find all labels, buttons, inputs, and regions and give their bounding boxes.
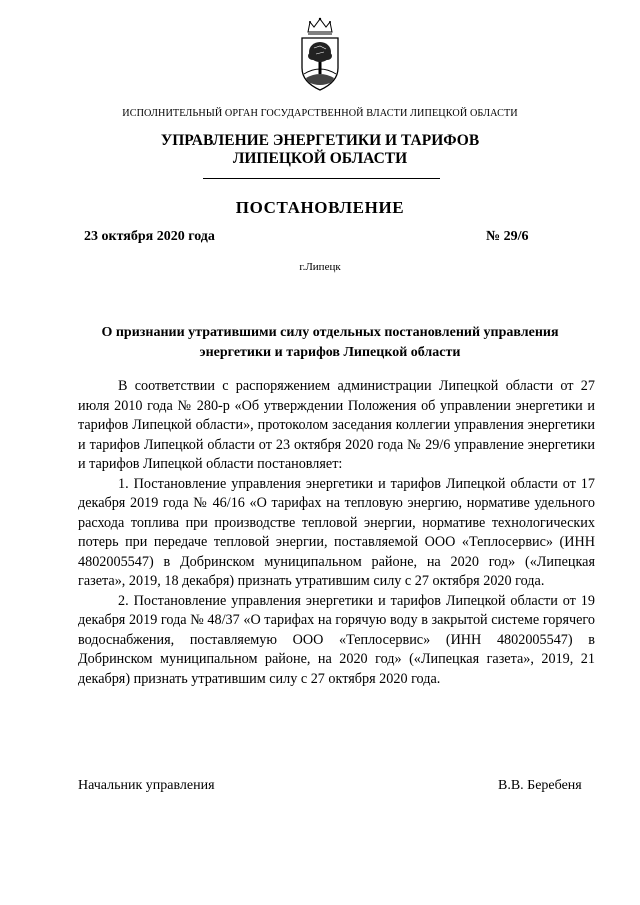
department-name-line2: ЛИПЕЦКОЙ ОБЛАСТИ [232,150,408,167]
department-name-line1: УПРАВЛЕНИЕ ЭНЕРГЕТИКИ И ТАРИФОВ [160,132,480,149]
signer-name: В.В. Беребеня [498,778,582,793]
document-type: ПОСТАНОВЛЕНИЕ [235,198,405,217]
coat-of-arms-icon [298,16,342,92]
document-city: г.Липецк [299,261,341,273]
authority-name: ИСПОЛНИТЕЛЬНЫЙ ОРГАН ГОСУДАРСТВЕННОЙ ВЛАСТИ ЛИПЕЦКОЙ ОБЛАСТИ [122,108,518,119]
document-title: О признании утратившими силу отдельных постановлений управления энергетики и тарифов Липецкой области [101,325,559,360]
document-number: № 29/6 [486,229,529,244]
document-date: 23 октября 2020 года [84,229,215,244]
header-divider [203,178,440,179]
body-paragraph-item-2: 2. Постановление управления энергетики и тарифов Липецкой области от 19 декабря 2019 года № 48/37 «О тарифах на горячую воду в закрытой системе горячего водоснабжения, поставляемую ООО «Теплосервис» (ИНН 4802005547) в Добринском муниципальном районе, на 2020 год» («Липецкая газета», 2019, 21 декабря) признать утратившим силу с 27 октября 2020 года. [78,592,595,687]
body-paragraph-item-1: 1. Постановление управления энергетики и тарифов Липецкой области от 17 декабря 2019 года № 46/16 «О тарифах на тепловую энергию, нормативе удельного расхода топлива при производстве тепловой энергии, нормативе технологических потерь при передаче тепловой энергии, поставляемой ООО «Теплосервис» (ИНН 4802005547) в Добринском муниципальном районе, на 2020 год» («Липецкая газета», 2019, 18 декабря) признать утратившим силу с 27 октября 2020 года. [78,475,595,589]
body-paragraph-preamble: В соответствии с распоряжением администрации Липецкой области от 27 июля 2010 года № 280-р «Об утверждении Положения об управлении энергетики и тарифов Липецкой области», протоколом заседания коллегии управления энергетики и тарифов Липецкой области от 23 октября 2020 года № 29/6 управление энергетики и тарифов Липецкой области постановляет: [78,378,595,472]
signer-position: Начальник управления [78,778,215,793]
document-body [78,377,595,689]
department-name [0,132,640,168]
